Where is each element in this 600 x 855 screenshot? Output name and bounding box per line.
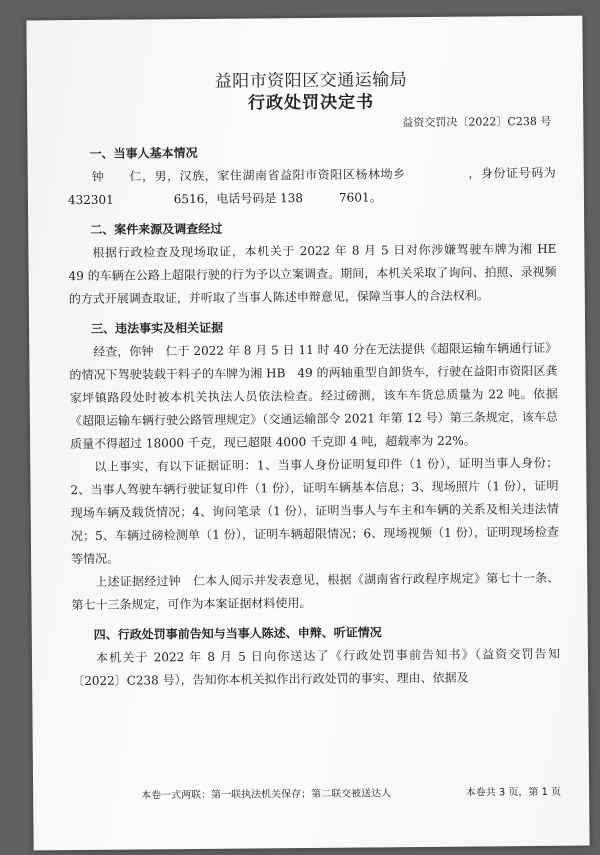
document-body — [67, 68, 569, 693]
paragraph-prior-notice: 本机关于 2022 年 8 月 5 日向你送达了《行政处罚事前告知书》（益资交罚告知〔2022〕C238 号），告知你本机关拟作出行政处罚的事实、理由、依据及 — [72, 646, 560, 689]
paragraph-case-source: 根据行政检查及现场取证，本机关于 2022 年 8 月 5 日对你涉嫌驾驶车牌为湘 HE 49 的车辆在公路上超限行驶的行为予以立案调查。期间，本机关采取了询问、拍照、录视频的方式开展调查取证，并听取了当事人陈述申辩意见，保障当事人的合法权利。 — [68, 241, 569, 307]
document-page — [26, 16, 589, 851]
paragraph-evidence-confirmation: 上述证据经过钟 仁本人阅示并发表意见，根据《湖南省行政程序规定》第七十一条、第七十三条规定，可作为本案证据材料使用。 — [71, 570, 560, 613]
document-title: 行政处罚决定书 — [248, 92, 375, 114]
section-heading-party-info: 一、当事人基本情况 — [89, 145, 198, 161]
page-footer — [141, 786, 561, 804]
paragraph-party-info: 钟 仁，男，汉族，家住湖南省益阳市资阳区杨林坳乡 ，身份证号码为 432301 6516，电话号码是 138 7601。 — [67, 165, 556, 208]
section-heading-facts-evidence: 三、违法事实及相关证据 — [91, 320, 224, 336]
paragraph-evidence-list: 以上事实，有以下证据证明：1、当事人身份证明复印件（1 份），证明当事人身份；2、当事人驾驶车辆行驶证复印件（1 份），证明车辆基本信息；3、现场照片（1 份），证明现场车辆及载货情况；4、询问笔录（1 份），证明当事人与车主和车辆的关系及相关违法情况；5、车辆过磅检测单（1 份），证明车辆超限情况；6、现场视频（1 份），证明现场检查等情况。 — [70, 455, 559, 567]
paragraph-facts: 经查，你钟 仁于 2022 年 8 月 5 日 11 时 40 分在无法提供《超限运输车辆通行证》的情况下驾驶装载干料子的车牌为湘 HB 49 的两轴重型自卸货车，行驶在益阳市资阳区龚家坪镇路段处时被本机关执法人员依法检查。经过磅测，该车车货总质量为 22 吨。依据《超限运输车辆行驶公路管理规定》（交通运输部令 2021 年第 12 号）第三条规定，该车总质量不得超过 18000 千克，现已超限 4000 千克即 4 吨，超载率为 22%。 — [69, 340, 558, 452]
section-heading-case-source: 二、案件来源及调查经过 — [90, 221, 223, 237]
footer-page-number: 本卷共 3 页，第 1 页 — [465, 786, 562, 799]
section-heading-prior-notice: 四、行政处罚事前告知与当事人陈述、申辩、听证情况 — [93, 625, 382, 642]
org-name: 益阳市资阳区交通运输局 — [214, 70, 408, 92]
footer-copies-note: 本卷一式两联：第一联执法机关保存；第二联交被送达人 — [141, 788, 392, 802]
document-number: 益资交罚决〔2022〕C238 号 — [402, 114, 552, 130]
